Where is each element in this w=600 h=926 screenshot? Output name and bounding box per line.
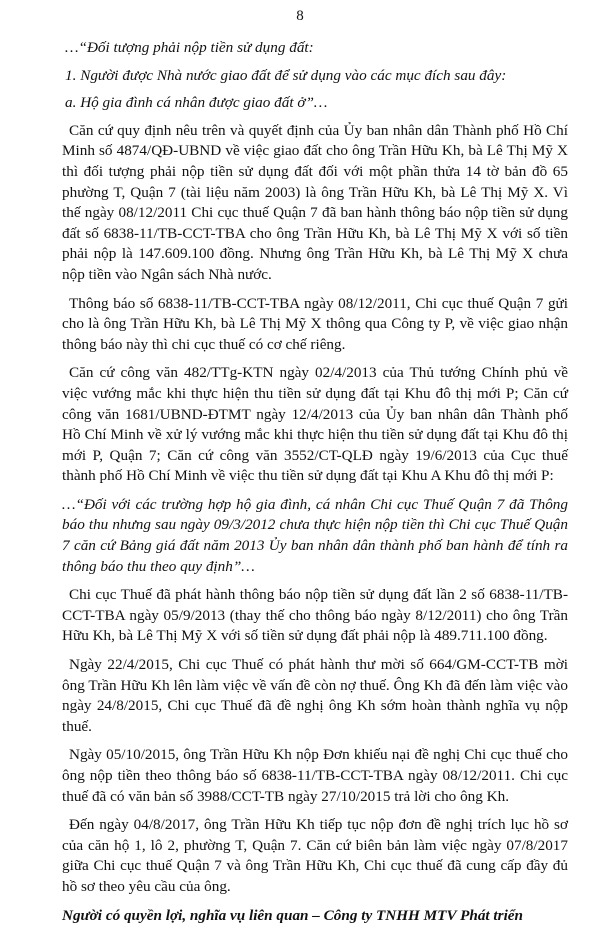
body-paragraph xyxy=(62,121,568,286)
document-body xyxy=(62,38,568,926)
paragraph-text: Căn cứ công văn 482/TTg-KTN ngày 02/4/2013 của Thủ tướng Chính phủ về việc vướng mắc khi thực hiện thu tiền sử dụng đất tại Khu đô thị mới P; Căn cứ công văn 1681/UBND-ĐTMT ngày 12/4/2013 của Ủy ban nhân dân Thành phố Hồ Chí Minh về xử lý vướng mắc khi thực hiện thu tiền sử dụng đất tại Khu đô thị mới P, Quận 7; Căn cứ công văn 3552/CT-QLĐ ngày 19/6/2013 của Cục thuế thành phố Hồ Chí Minh về việc thu tiền sử dụng đất tại Khu A Khu đô thị mới P: xyxy=(62,364,568,485)
body-paragraph xyxy=(62,655,568,737)
paragraph-text: Thông báo số 6838-11/TB-CCT-TBA ngày 08/12/2011, Chi cục thuế Quận 7 gửi cho là ông Trần Hữu Kh, bà Lê Thị Mỹ X thông qua Công ty P, về việc giao nhận thông báo này thì chi cục thuế có cơ chế riêng. xyxy=(62,294,568,353)
intro-quote-line: a. Hộ gia đình cá nhân được giao đất ở”… xyxy=(65,94,328,112)
body-paragraph xyxy=(62,585,568,647)
body-paragraph xyxy=(62,745,568,807)
paragraph-text: Ngày 05/10/2015, ông Trần Hữu Kh nộp Đơn khiếu nại đề nghị Chi cục thuế cho ông nộp tiền theo thông báo số 6838-11/TB-CCT-TBA ngày 08/12/2011. Chi cục thuế đã có văn bản số 3988/CCT-TB ngày 27/10/2015 trả lời cho ông Kh. xyxy=(62,746,568,805)
body-paragraph xyxy=(62,294,568,356)
paragraph-text: Đến ngày 04/8/2017, ông Trần Hữu Kh tiếp tục nộp đơn đề nghị trích lục hồ sơ của căn hộ 1, lô 2, phường T, Quận 7. Căn cứ biên bản làm việc ngày 07/8/2017 giữa Chi cục thuế Quận 7 và ông Trần Hữu Kh, Chi cục thuế đã cung cấp đầy đủ hồ sơ theo yêu cầu của ông. xyxy=(62,816,568,895)
quoted-regulation: …“Đối với các trường hợp hộ gia đình, cá nhân Chi cục Thuế Quận 7 đã Thông báo thu nhưng sau ngày 09/3/2012 chưa thực hiện nộp tiền thì Chi cục Thuế Quận 7 căn cứ Bảng giá đất năm 2013 Ủy ban nhân dân thành phố ban hành để tính ra thông báo thu theo quy định”… xyxy=(62,495,568,575)
body-paragraph xyxy=(62,815,568,897)
paragraph-text: Chi cục Thuế đã phát hành thông báo nộp tiền sử dụng đất lần 2 số 6838-11/TB-CCT-TBA ngày 05/9/2013 (thay thế cho thông báo ngày 8/12/2011) cho ông Trần Hữu Kh, bà Lê Thị Mỹ X với số tiền sử dụng đất phải nộp là 489.711.100 đồng. xyxy=(62,586,568,645)
paragraph-text: Căn cứ quy định nêu trên và quyết định của Ủy ban nhân dân Thành phố Hồ Chí Minh số 4874/QĐ-UBND về việc giao đất cho ông Trần Hữu Kh, bà Lê Thị Mỹ X thì đối tượng phải nộp tiền sử dụng đất đối với một phần thửa 14 tờ bản đồ 65 phường T, Quận 7 (tài liệu năm 2003) là ông Trần Hữu Kh, bà Lê Thị Mỹ X. Vì thế ngày 08/12/2011 Chi cục thuế Quận 7 đã ban hành thông báo nộp tiền sử dụng đất số 6838-11/TB-CCT-TBA cho ông Trần Hữu Kh, bà Lê Thị Mỹ X với số tiền phải nộp là 147.609.100 đồng. Nhưng ông Trần Hữu Kh, bà Lê Thị Mỹ X chưa nộp tiền vào Ngân sách Nhà nước. xyxy=(62,121,568,283)
body-paragraph xyxy=(62,363,568,487)
section-heading: Người có quyền lợi, nghĩa vụ liên quan – Công ty TNHH MTV Phát triển xyxy=(62,906,523,924)
intro-quote-line: 1. Người được Nhà nước giao đất để sử dụng vào các mục đích sau đây: xyxy=(65,66,507,84)
page-number: 8 xyxy=(296,8,304,24)
paragraph-text: Ngày 22/4/2015, Chi cục Thuế có phát hành thư mời số 664/GM-CCT-TB mời ông Trần Hữu Kh lên làm việc về vấn đề còn nợ thuế. Ông Kh đã đến làm việc vào ngày 24/8/2015, Chi cục Thuế đã đề nghị ông Kh sớm hoàn thành nghĩa vụ nộp thuế. xyxy=(62,656,568,735)
intro-quote-line: …“Đối tượng phải nộp tiền sử dụng đất: xyxy=(65,39,314,56)
